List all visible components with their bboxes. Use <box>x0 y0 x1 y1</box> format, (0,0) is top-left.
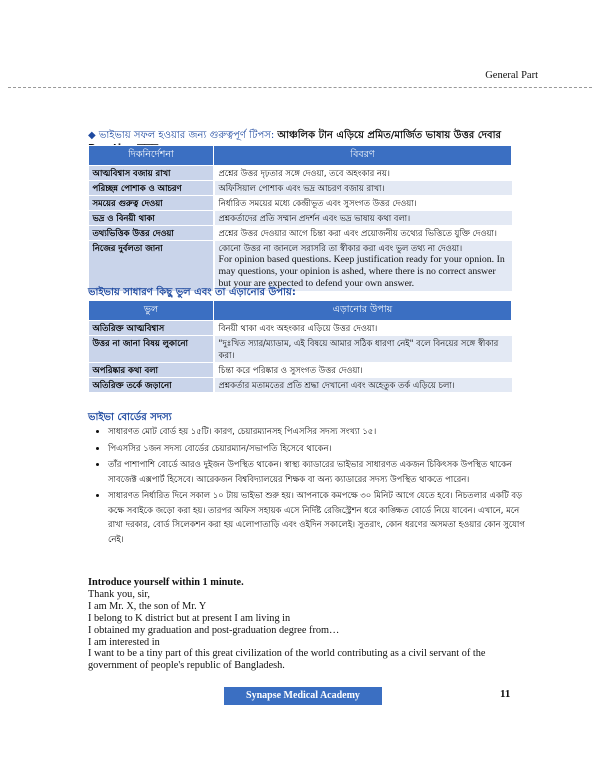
row-value-text: নির্ধারিত সময়ের মধ্যে কেন্দ্রীভূত এবং সুসংগত উত্তর দেওয়া। <box>218 198 417 208</box>
row-key: তথ্যভিত্তিক উত্তর দেওয়া <box>89 226 214 241</box>
table-row <box>89 378 512 393</box>
board-title: ভাইভা বোর্ডের সদস্য <box>88 412 172 423</box>
table-row <box>89 196 512 211</box>
intro-line: I obtained my graduation and post-graduation degree from… <box>88 624 340 636</box>
list-item: • সাধারণত মোট বোর্ড হয় ১৫টি। কারণ, চেয়ারম্যানসহ পিএসসির সদস্য সংখ্যা ১৫। <box>108 424 536 439</box>
mistakes-title <box>88 286 296 299</box>
row-key: অতিরিক্ত আত্মবিশ্বাস <box>89 321 214 336</box>
row-value-text: প্রশ্নকর্তার মতামতের প্রতি শ্রদ্ধা দেখানো এবং অহেতুক তর্ক এড়িয়ে চলা। <box>218 380 455 390</box>
header-divider <box>8 87 592 88</box>
list-item: • তাঁর পাশাপাশি বোর্ডে আরও দুইজন উপস্থিত থাকেন। স্বাস্থ্য ক্যাডারের ভাইভার সাধারণত একজন চিকিৎসক উপস্থিত থাকেন সাবজেক্ট এক্সপার্ট হিসেবে। আরেকজন বিশ্ববিদ্যালয়ের শিক্ষক বা অন্য ক্যাডারের সদস্য উপস্থিত থাকতে পারেন। <box>108 457 536 486</box>
row-value <box>214 336 512 363</box>
tips-title-prefix: ◆ ভাইভায় সফল হওয়ার জন্য গুরুত্বপূর্ণ টিপস: <box>88 130 278 141</box>
tips-col-guideline: দিকনির্দেশনা <box>89 146 214 166</box>
row-value-text: প্রশ্নের উত্তর দৃঢ়তার সঙ্গে দেওয়া, তবে অহংকার নয়। <box>218 168 390 178</box>
row-value-text: প্রশ্নের উত্তর দেওয়ার আগে চিন্তা করা এবং প্রয়োজনীয় তথ্যের ভিত্তিতে যুক্তি দেওয়া। <box>218 228 497 238</box>
row-value <box>214 196 512 211</box>
row-value <box>214 211 512 226</box>
table-row <box>89 211 512 226</box>
row-key: অতিরিক্ত তর্কে জড়ানো <box>89 378 214 393</box>
intro-line: I belong to K district but at present I am living in <box>88 612 291 624</box>
intro-heading: Introduce yourself within 1 minute. <box>88 577 244 588</box>
row-value <box>214 241 512 292</box>
table-row <box>89 181 512 196</box>
running-header: General Part <box>485 70 538 81</box>
row-value-text: কোনো উত্তর না জানলে সরাসরি তা স্বীকার করা এবং ভুল তথ্য না দেওয়া। <box>218 243 463 253</box>
table-row <box>89 336 512 363</box>
row-value-text: চিন্তা করে পরিষ্কার ও সুসংগত উত্তর দেওয়া। <box>218 365 363 375</box>
row-value <box>214 321 512 336</box>
row-key: ভদ্র ও বিনয়ী থাকা <box>89 211 214 226</box>
intro-lines <box>88 589 528 672</box>
row-value <box>214 181 512 196</box>
row-key: আত্মবিশ্বাস বজায় রাখা <box>89 166 214 181</box>
table-row <box>89 166 512 181</box>
row-key: অপরিষ্কার কথা বলা <box>89 363 214 378</box>
tips-col-description: বিবরণ <box>214 146 512 166</box>
table-row <box>89 363 512 378</box>
table-row <box>89 241 512 292</box>
row-key: পরিচ্ছন্ন পোশাক ও আচরণ <box>89 181 214 196</box>
row-value-text: অফিসিয়াল পোশাক এবং ভদ্র আচরণ বজায় রাখা। <box>218 183 385 193</box>
footer-academy: Synapse Medical Academy <box>224 687 382 705</box>
mistakes-title-text: ভাইভায় সাধারণ কিছু ভুল এবং তা এড়ানোর উপায়: <box>88 287 296 298</box>
mistakes-col-remedy: এড়ানোর উপায় <box>214 301 512 321</box>
row-key: নিজের দুর্বলতা জানা <box>89 241 214 292</box>
tips-title-bold: আঞ্চলিক টান এড়িয়ে প্রমিত/মার্জিত ভাষায় উত্তর দেবার <box>277 130 501 141</box>
row-value <box>214 226 512 241</box>
tips-table <box>88 145 512 292</box>
row-value-text: "দুঃখিত স্যার/ম্যাডাম, এই বিষয়ে আমার সঠিক ধারণা নেই" বলে বিনয়ের সঙ্গে স্বীকার করা। <box>218 338 499 360</box>
row-value-english: For opinion based questions. Keep justification ready for your opnion. In may questions, your opinion is ashed, where there is no correct answer but your are expected to defend your own answer. <box>218 254 505 289</box>
intro-line: I want to be a tiny part of this great civilization of the world contributing as a civil servant of the government of people's republic of Bangladesh. <box>88 648 486 672</box>
row-value <box>214 166 512 181</box>
row-key: উত্তর না জানা বিষয় লুকানো <box>89 336 214 363</box>
row-value <box>214 378 512 393</box>
row-value-text: প্রশ্নকর্তাদের প্রতি সম্মান প্রদর্শন এবং ভদ্র ভাষায় কথা বলা। <box>218 213 411 223</box>
intro-line: Thank you, sir, <box>88 588 150 600</box>
list-item: • পিএসসির ১জন সদস্য বোর্ডের চেয়ারম্যান/সভাপতি হিসেবে থাকেন। <box>108 441 536 456</box>
row-value <box>214 363 512 378</box>
table-row <box>89 321 512 336</box>
intro-section <box>88 577 528 672</box>
intro-line: I am interested in <box>88 636 160 648</box>
mistakes-table <box>88 300 512 393</box>
list-item: • সাধারণত নির্ধারিত দিনে সকাল ১০ টায় ভাইভা শুরু হয়। আপনাকে কমপক্ষে ৩০ মিনিট আগে যেতে হবে। নিচতলার একটি বড় কক্ষে সবাইকে জড়ো করা হয়। তারপর অফিস সহায়ক এসে নির্দিষ্ট রেজিস্ট্রেশন ধরে কাঙ্ক্ষিত বোর্ডে নিয়ে যাবেন। এখানে, মনে রাখা দরকার, বোর্ড সিলেকশন করা হয় এলোপাতাড়ি এবং ওইদিন সকালেই। সুতরাং, কোন ধরণের অসমতা হওয়ার কোন সুযোগ নেই। <box>108 488 536 546</box>
page-number: 11 <box>500 688 511 700</box>
row-key: সময়ের গুরুত্ব দেওয়া <box>89 196 214 211</box>
row-value-text: বিনয়ী থাকা এবং অহংকার এড়িয়ে উত্তর দেওয়া। <box>218 323 378 333</box>
intro-line: I am Mr. X, the son of Mr. Y <box>88 600 207 612</box>
table-row <box>89 226 512 241</box>
mistakes-col-mistake: ভুল <box>89 301 214 321</box>
board-list <box>88 424 536 548</box>
